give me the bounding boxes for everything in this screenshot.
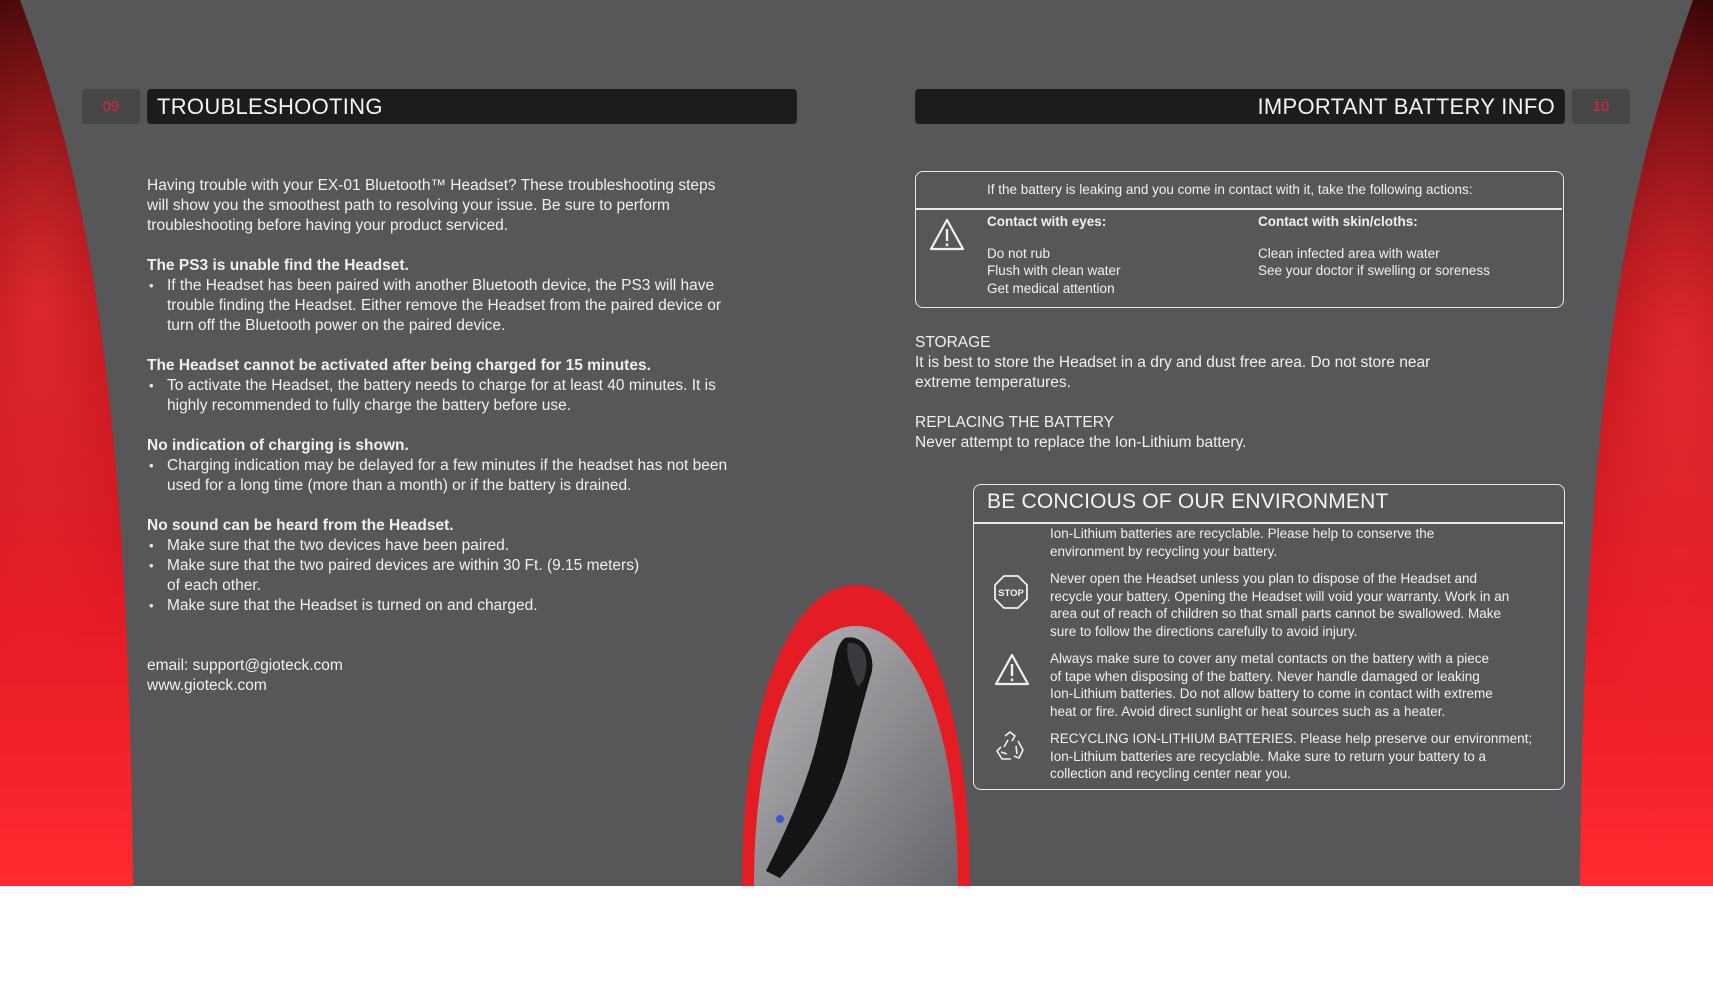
left-page-title: TROUBLESHOOTING bbox=[147, 89, 797, 124]
section-heading: The Headset cannot be activated after being charged for 15 minutes. bbox=[147, 357, 651, 374]
section-heading: No sound can be heard from the Headset. bbox=[147, 517, 454, 534]
bullet-list bbox=[147, 276, 807, 336]
warning-intro: If the battery is leaking and you come in contact with it, take the following actions: bbox=[987, 182, 1473, 197]
stop-label: STOP bbox=[998, 588, 1024, 599]
stop-sign-icon bbox=[994, 575, 1028, 609]
storage-heading: STORAGE bbox=[915, 334, 991, 351]
intro-paragraph: Having trouble with your EX-01 Bluetooth™ Headset? These troubleshooting steps will show you the smoothest path to resolving your issue. Be sure to perform troubleshooting before having your product serviced. bbox=[147, 177, 716, 234]
environment-paragraph-2: Never open the Headset unless you plan to dispose of the Headset and recycle your battery. Opening the Headset will void your warranty. Work in an area out of reach of children so that small parts cannot be swallowed. Make sure to follow the directions carefully to avoid injury. bbox=[1050, 571, 1510, 639]
environment-title: BE CONCIOUS OF OUR ENVIRONMENT bbox=[987, 490, 1389, 513]
list-item: • Charging indication may be delayed for a few minutes if the headset has not been used for a long time (more than a month) or if the battery is drained. bbox=[147, 456, 807, 496]
website-link[interactable]: www.gioteck.com bbox=[147, 677, 267, 694]
recycle-icon bbox=[994, 730, 1026, 762]
warning-icon bbox=[929, 218, 965, 251]
replacing-heading: REPLACING THE BATTERY bbox=[915, 414, 1114, 431]
bullet-list bbox=[147, 456, 807, 496]
right-page-title: IMPORTANT BATTERY INFO bbox=[915, 89, 1565, 124]
list-item: • Make sure that the two paired devices are within 30 Ft. (9.15 meters) of each other. bbox=[147, 556, 807, 596]
list-item: • Make sure that the Headset is turned on and charged. bbox=[147, 596, 807, 616]
caution-icon bbox=[994, 653, 1030, 686]
list-item: • Make sure that the two devices have been paired. bbox=[147, 536, 807, 556]
bullet-list bbox=[147, 536, 807, 616]
battery-leak-warning-box bbox=[915, 171, 1564, 308]
eyes-column: Contact with eyes: Do not rub Flush with clean water Get medical attention bbox=[987, 214, 1121, 296]
storage-section: STORAGE It is best to store the Headset in a dry and dust free area. Do not store near extreme temperatures. REPLACING THE BATTERY Never attempt to replace the Ion-Lithium battery. bbox=[915, 333, 1565, 453]
support-email[interactable]: email: support@gioteck.com bbox=[147, 657, 343, 674]
right-page-number: 10 bbox=[1572, 89, 1630, 124]
troubleshooting-body bbox=[147, 176, 807, 696]
bullet-list bbox=[147, 376, 807, 416]
environment-paragraph-1: Ion-Lithium batteries are recyclable. Please help to conserve the environment by recycling your battery. bbox=[1050, 526, 1435, 559]
environment-paragraph-3: Always make sure to cover any metal contacts on the battery with a piece of tape when disposing of the battery. Never handle damaged or leaking Ion-Lithium batteries. Do not allow battery to come in contact with extreme heat or fire. Avoid direct sunlight or heat sources such as a heater. bbox=[1050, 651, 1493, 719]
left-page-number: 09 bbox=[82, 89, 140, 124]
list-item: • If the Headset has been paired with another Bluetooth device, the PS3 will have trouble finding the Headset. Either remove the Headset from the paired device or turn off the Bluetooth power on the paired device. bbox=[147, 276, 807, 336]
list-item: • To activate the Headset, the battery needs to charge for at least 40 minutes. It is highly recommended to fully charge the battery before use. bbox=[147, 376, 807, 416]
skin-column: Contact with skin/cloths: Clean infected area with water See your doctor if swelling or soreness bbox=[1258, 214, 1490, 278]
divider bbox=[974, 522, 1563, 524]
environment-paragraph-4: RECYCLING ION-LITHIUM BATTERIES. Please help preserve our environment; Ion-Lithium batteries are recyclable. Make sure to return your battery to a collection and recycling center near you. bbox=[1050, 731, 1533, 781]
section-heading: The PS3 is unable find the Headset. bbox=[147, 257, 409, 274]
section-heading: No indication of charging is shown. bbox=[147, 437, 409, 454]
divider bbox=[916, 208, 1562, 210]
environment-box bbox=[973, 484, 1565, 790]
